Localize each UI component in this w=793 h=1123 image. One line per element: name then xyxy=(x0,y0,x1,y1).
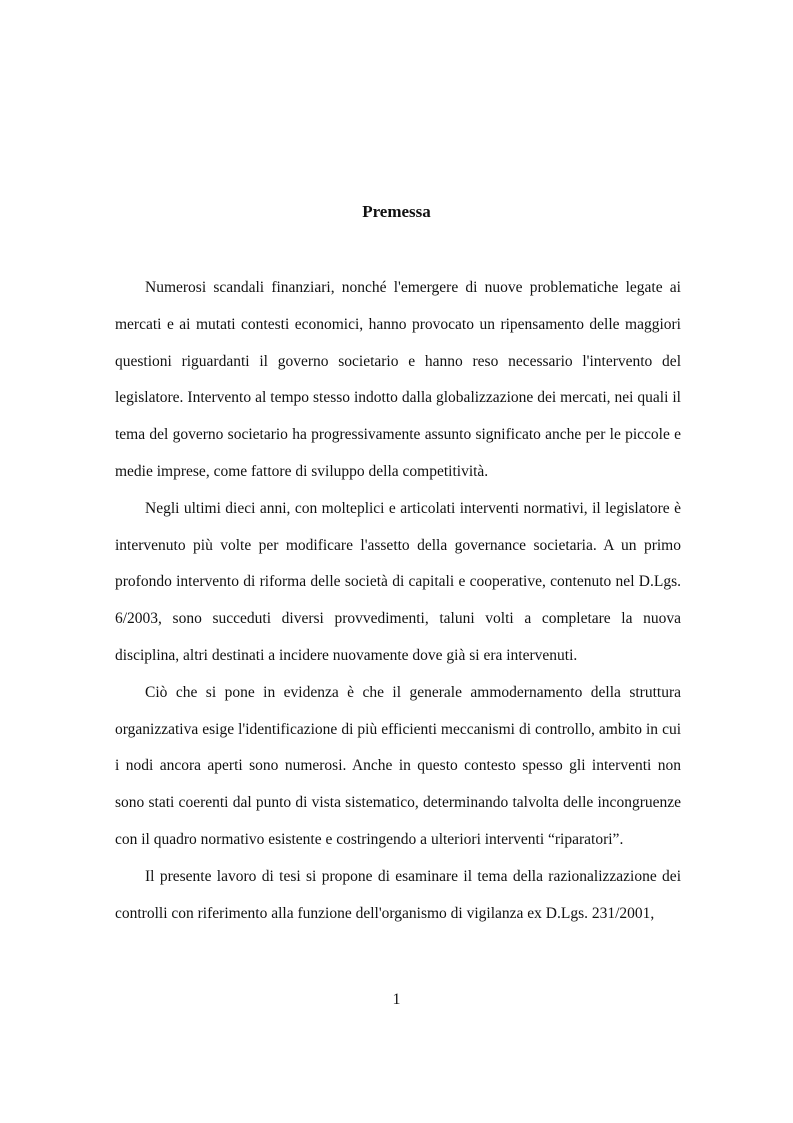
paragraph-4: Il presente lavoro di tesi si propone di esaminare il tema della razionalizzazione dei controlli con riferimento alla funzione dell'organismo di vigilanza ex D.Lgs. 231/2001, xyxy=(115,867,681,922)
paragraph-1: Numerosi scandali finanziari, nonché l'emergere di nuove problematiche legate ai mercati e ai mutati contesti economici, hanno provocato un ripensamento delle maggiori questioni riguardanti il governo societario e hanno reso necessario l'intervento del legislatore. Intervento al tempo stesso indotto dalla globalizzazione dei mercati, nei quali il tema del governo societario ha progressivamente assunto significato anche per le piccole e medie imprese, come fattore di sviluppo della competitività. xyxy=(115,279,681,480)
paragraph-3: Ciò che si pone in evidenza è che il generale ammodernamento della struttura organizzativa esige l'identificazione di più efficienti meccanismi di controllo, ambito in cui i nodi ancora aperti sono numerosi. Anche in questo contesto spesso gli interventi non sono stati coerenti dal punto di vista sistematico, determinando talvolta delle incongruenze con il quadro normativo esistente e costringendo a ulteriori interventi “riparatori”. xyxy=(115,683,681,848)
paragraph-2: Negli ultimi dieci anni, con molteplici e articolati interventi normativi, il legislatore è intervenuto più volte per modificare l'assetto della governance societaria. A un primo profondo intervento di riforma delle società di capitali e cooperative, contenuto nel D.Lgs. 6/2003, sono succeduti diversi provvedimenti, taluni volti a completare la nuova disciplina, altri destinati a incidere nuovamente dove già si era intervenuti. xyxy=(115,499,681,664)
page-title: Premessa xyxy=(362,202,431,221)
body-text xyxy=(115,270,681,932)
page-number: 1 xyxy=(392,991,401,1008)
